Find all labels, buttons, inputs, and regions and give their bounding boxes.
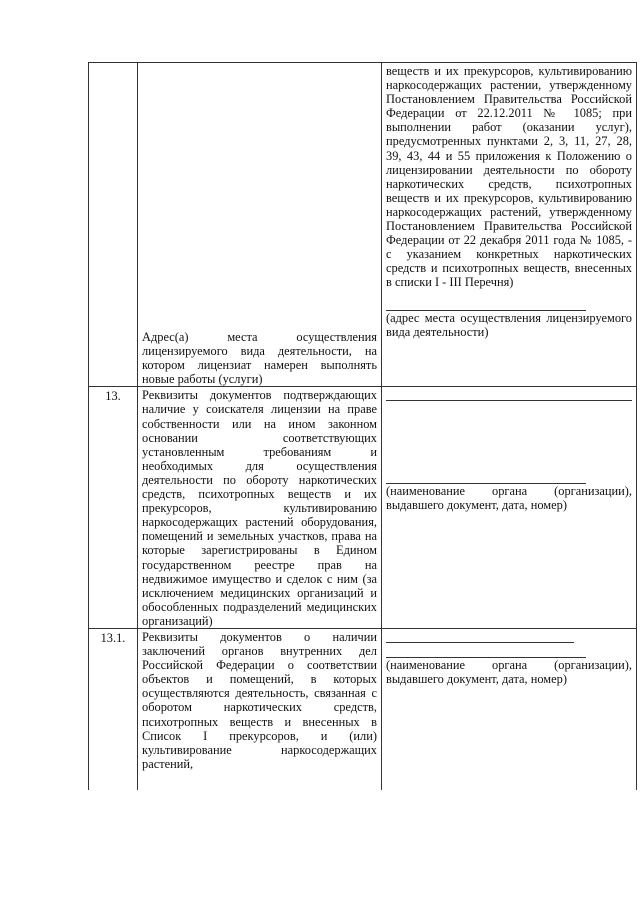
row-value-cell — [382, 387, 637, 629]
spacer — [386, 643, 632, 657]
row-number-cell — [89, 63, 138, 387]
spacer — [386, 630, 632, 642]
row-value-cell — [382, 63, 637, 387]
table-row — [89, 63, 637, 387]
spacer — [142, 64, 377, 330]
spacer — [386, 290, 632, 310]
police-conclusion-label: Реквизиты документов о наличии заключений органов внутренних дел Российской Федерации о соответствии объектов и помещений, в которых осуществляются деятельность, связанная с оборотом наркотических средств, психотропных веществ и внесенных в Список I прекурсоров, и (или) культивирование наркосодержащих растений, — [142, 629, 377, 771]
spacer — [386, 401, 632, 483]
row-value-cell — [382, 628, 637, 790]
spacer — [386, 388, 632, 400]
address-caption: (адрес места осуществления лицензируемого вида деятельности) — [386, 310, 632, 339]
document-caption: (наименование органа (организации), выдавшего документ, дата, номер) — [386, 484, 632, 513]
row-label-cell — [138, 63, 382, 387]
requisites-label: Реквизиты документов подтверждающих наличие у соискателя лицензии на праве собственности или на ином законном основании соответствующих установленным требованиям и необходимых для осуществления деятельности по обороту наркотических средств, психотропных веществ и их прекурсоров, культивированию наркосодержащих растений оборудования, помещений и земельных участков, права на которые зарегистрированы в Едином государственном реестре прав на недвижимое имущество и сделок с ним (за исключением медицинских организаций и обособленных подразделений медицинских организаций) — [142, 388, 377, 628]
conclusion-caption: (наименование органа (организации), выдавшего документ, дата, номер) — [386, 657, 632, 687]
row-number-cell: 13. — [89, 387, 138, 629]
licensing-note-text: веществ и их прекурсоров, культивированию наркосодержащих растении, утвержденному Постановлением Правительства Российской Федерации от 22.12.2011 № 1085; при выполнении работ (оказании услуг), предусмотренных пунктами 2, 3, 11, 27, 28, 39, 43, 44 и 55 приложения к Положению о лицензировании деятельности по обороту наркотических средств, психотропных веществ и их прекурсоров, культивированию наркосодержащих растений, утвержденному Постановлением Правительства Российской Федерации от 22 декабря 2011 года № 1085, - с указанием конкретных наркотических средств и психотропных веществ, внесенных в списки I - III Перечня) — [386, 64, 632, 290]
application-form-table — [88, 62, 637, 790]
table-row — [89, 387, 637, 629]
row-number-cell: 13.1. — [89, 628, 138, 790]
row-label-cell — [138, 387, 382, 629]
table-row — [89, 628, 637, 790]
row-label-cell — [138, 628, 382, 790]
address-label: Адрес(а) места осуществления лицензируемого вида деятельности, на котором лицензиат намерен выполнять новые работы (услуги) — [142, 330, 377, 387]
